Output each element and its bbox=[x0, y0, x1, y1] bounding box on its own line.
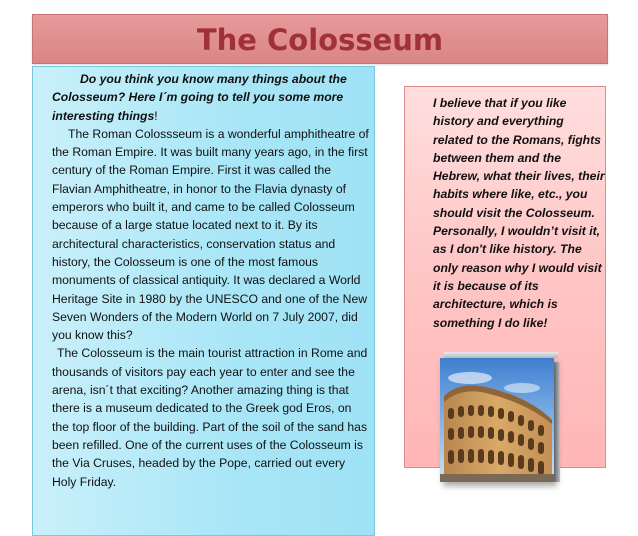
photo-block-side bbox=[554, 362, 560, 482]
left-article-text bbox=[52, 70, 370, 491]
colosseum-photo-icon bbox=[440, 358, 554, 482]
title-banner bbox=[32, 14, 608, 64]
page-title: The Colosseum bbox=[196, 23, 444, 57]
intro-paragraph bbox=[52, 70, 370, 125]
colosseum-photo bbox=[432, 350, 562, 488]
history-paragraph: The Roman Colossseum is a wonderful amphitheatre of the Roman Empire. It was built many years ago, in the first century of the Roman Empire. First it was called the Flavian Amphitheatre, in honor to the Flavia dynasty of emperors who built it, and came to be called Colosseum because of a large statue located next to it. By its architectural characteristics, conservation status and history, the Colosseum is one of the most famous monuments of classical antiquity. It was declared a World Heritage Site in 1980 by the UNESCO and one of the New Seven Wonders of the Modern World on 7 July 2007, did you know this? bbox=[52, 126, 369, 343]
intro-exclamation: ! bbox=[154, 108, 158, 123]
intro-question: Do you think you know many things about the Colosseum? Here I´m going to tell you some more interesting things bbox=[52, 72, 347, 123]
opinion-paragraph: I believe that if you like history and everything related to the Romans, fights between them and the Hebrew, what their lives, their habits where like, etc., you should visit the Colosseum. Personally, I wouldn’t visit it, as I don't like history. The only reason why I would visit it is because of its architecture, which is something I do like! bbox=[433, 96, 605, 330]
right-opinion-text bbox=[433, 94, 607, 332]
tourism-paragraph: The Colosseum is the main tourist attraction in Rome and thousands of visitors pay each year to enter and see the arena, isn´t that exciting? Another amazing thing is that there is a museum dedicated to the Greek god Eros, on the top floor of the building. Part of the soil of the sand has been refilled. One of the current uses of the Colosseum is the Via Cruses, headed by the Pope, carried out every Holy Friday. bbox=[52, 346, 368, 489]
